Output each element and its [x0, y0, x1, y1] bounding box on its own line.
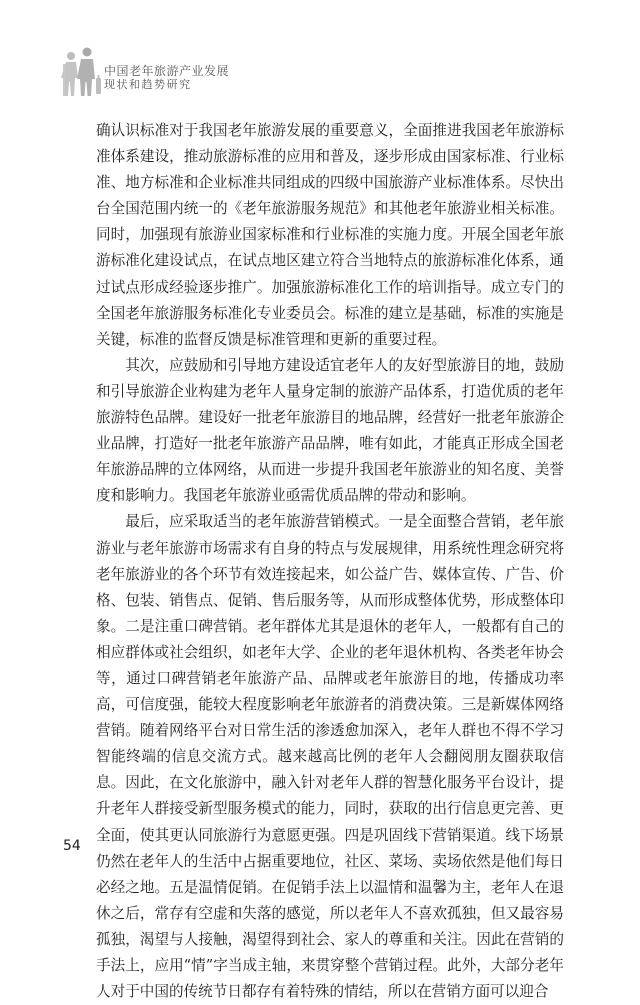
running-header	[60, 44, 320, 100]
elderly-couple-silhouette-icon	[60, 44, 102, 98]
page-number: 54	[63, 838, 81, 854]
paragraph-continuation: 确认识标准对于我国老年旅游发展的重要意义，全面推进我国老年旅游标准体系建设，推动旅游标准的应用和普及，逐步形成由国家标准、行业标准、地方标准和企业标准共同组成的四级中国旅游产业标准体系。尽快出台全国范围内统一的《老年旅游服务规范》和其他老年旅游业相关标准。同时，加强现有旅游业国家标准和行业标准的实施力度。开展全国老年旅游标准化建设试点，在试点地区建立符合当地特点的旅游标准化体系，通过试点形成经验逐步推广。加强旅游标准化工作的培训指导。成立专门的全国老年旅游服务标准化专业委员会。标准的建立是基础，标准的实施是关键，标准的监督反馈是标准管理和更新的重要过程。	[96, 122, 564, 348]
body-text	[96, 118, 564, 1005]
paragraph-brand-building: 其次，应鼓励和引导地方建设适宜老年人的友好型旅游目的地，鼓励和引导旅游企业构建为老年人量身定制的旅游产品体系，打造优质的老年旅游特色品牌。建设好一批老年旅游目的地品牌，经营好一批老年旅游企业品牌，打造好一批老年旅游产品品牌，唯有如此，才能真正形成全国老年旅游品牌的立体网络，从而进一步提升我国老年旅游业的知名度、美誉度和影响力。我国老年旅游业亟需优质品牌的带动和影响。	[96, 356, 564, 505]
series-title-block	[104, 64, 324, 92]
paragraph-marketing-modes: 最后，应采取适当的老年旅游营销模式。一是全面整合营销，老年旅游业与老年旅游市场需求有自身的特点与发展规律，用系统性理念研究将老年旅游业的各个环节有效连接起来，如公益广告、媒体宣传、广告、价格、包装、销售点、促销、售后服务等，从而形成整体优势，形成整体印象。二是注重口碑营销。老年群体尤其是退休的老年人，一般都有自己的相应群体或社会组织，如老年大学、企业的老年退休机构、各类老年协会等，通过口碑营销老年旅游产品、品牌或老年旅游目的地，传播成功率高，可信度强，能较大程度影响老年旅游者的消费决策。三是新媒体网络营销。随着网络平台对日常生活的渗透愈加深入，老年人群也不得不学习智能终端的信息交流方式。越来越高比例的老年人会翻阅朋友圈获取信息。因此，在文化旅游中，融入针对老年人群的智慧化服务平台设计，提升老年人群接受新型服务模式的能力，同时，获取的出行信息更完善、更全面，使其更认同旅游行为意愿更强。四是巩固线下营销渠道。线下场景仍然在老年人的生活中占据重要地位，社区、菜场、卖场依然是他们每日必经之地。五是温情促销。在促销手法上以温情和温馨为主，老年人在退休之后，常存有空虚和失落的感觉，所以老年人不喜欢孤独，但又最容易孤独，渴望与人接触，渴望得到社会、家人的尊重和关注。因此在营销的手法上，应用“情”字当成主轴，来贯穿整个营销过程。此外，大部分老年人对于中国的传统节日都存有着特殊的情结，所以在营销方面可以迎合	[96, 513, 564, 1001]
series-subtitle: 现状和趋势研究	[104, 78, 192, 91]
series-title: 中国老年旅游产业发展	[104, 64, 230, 78]
